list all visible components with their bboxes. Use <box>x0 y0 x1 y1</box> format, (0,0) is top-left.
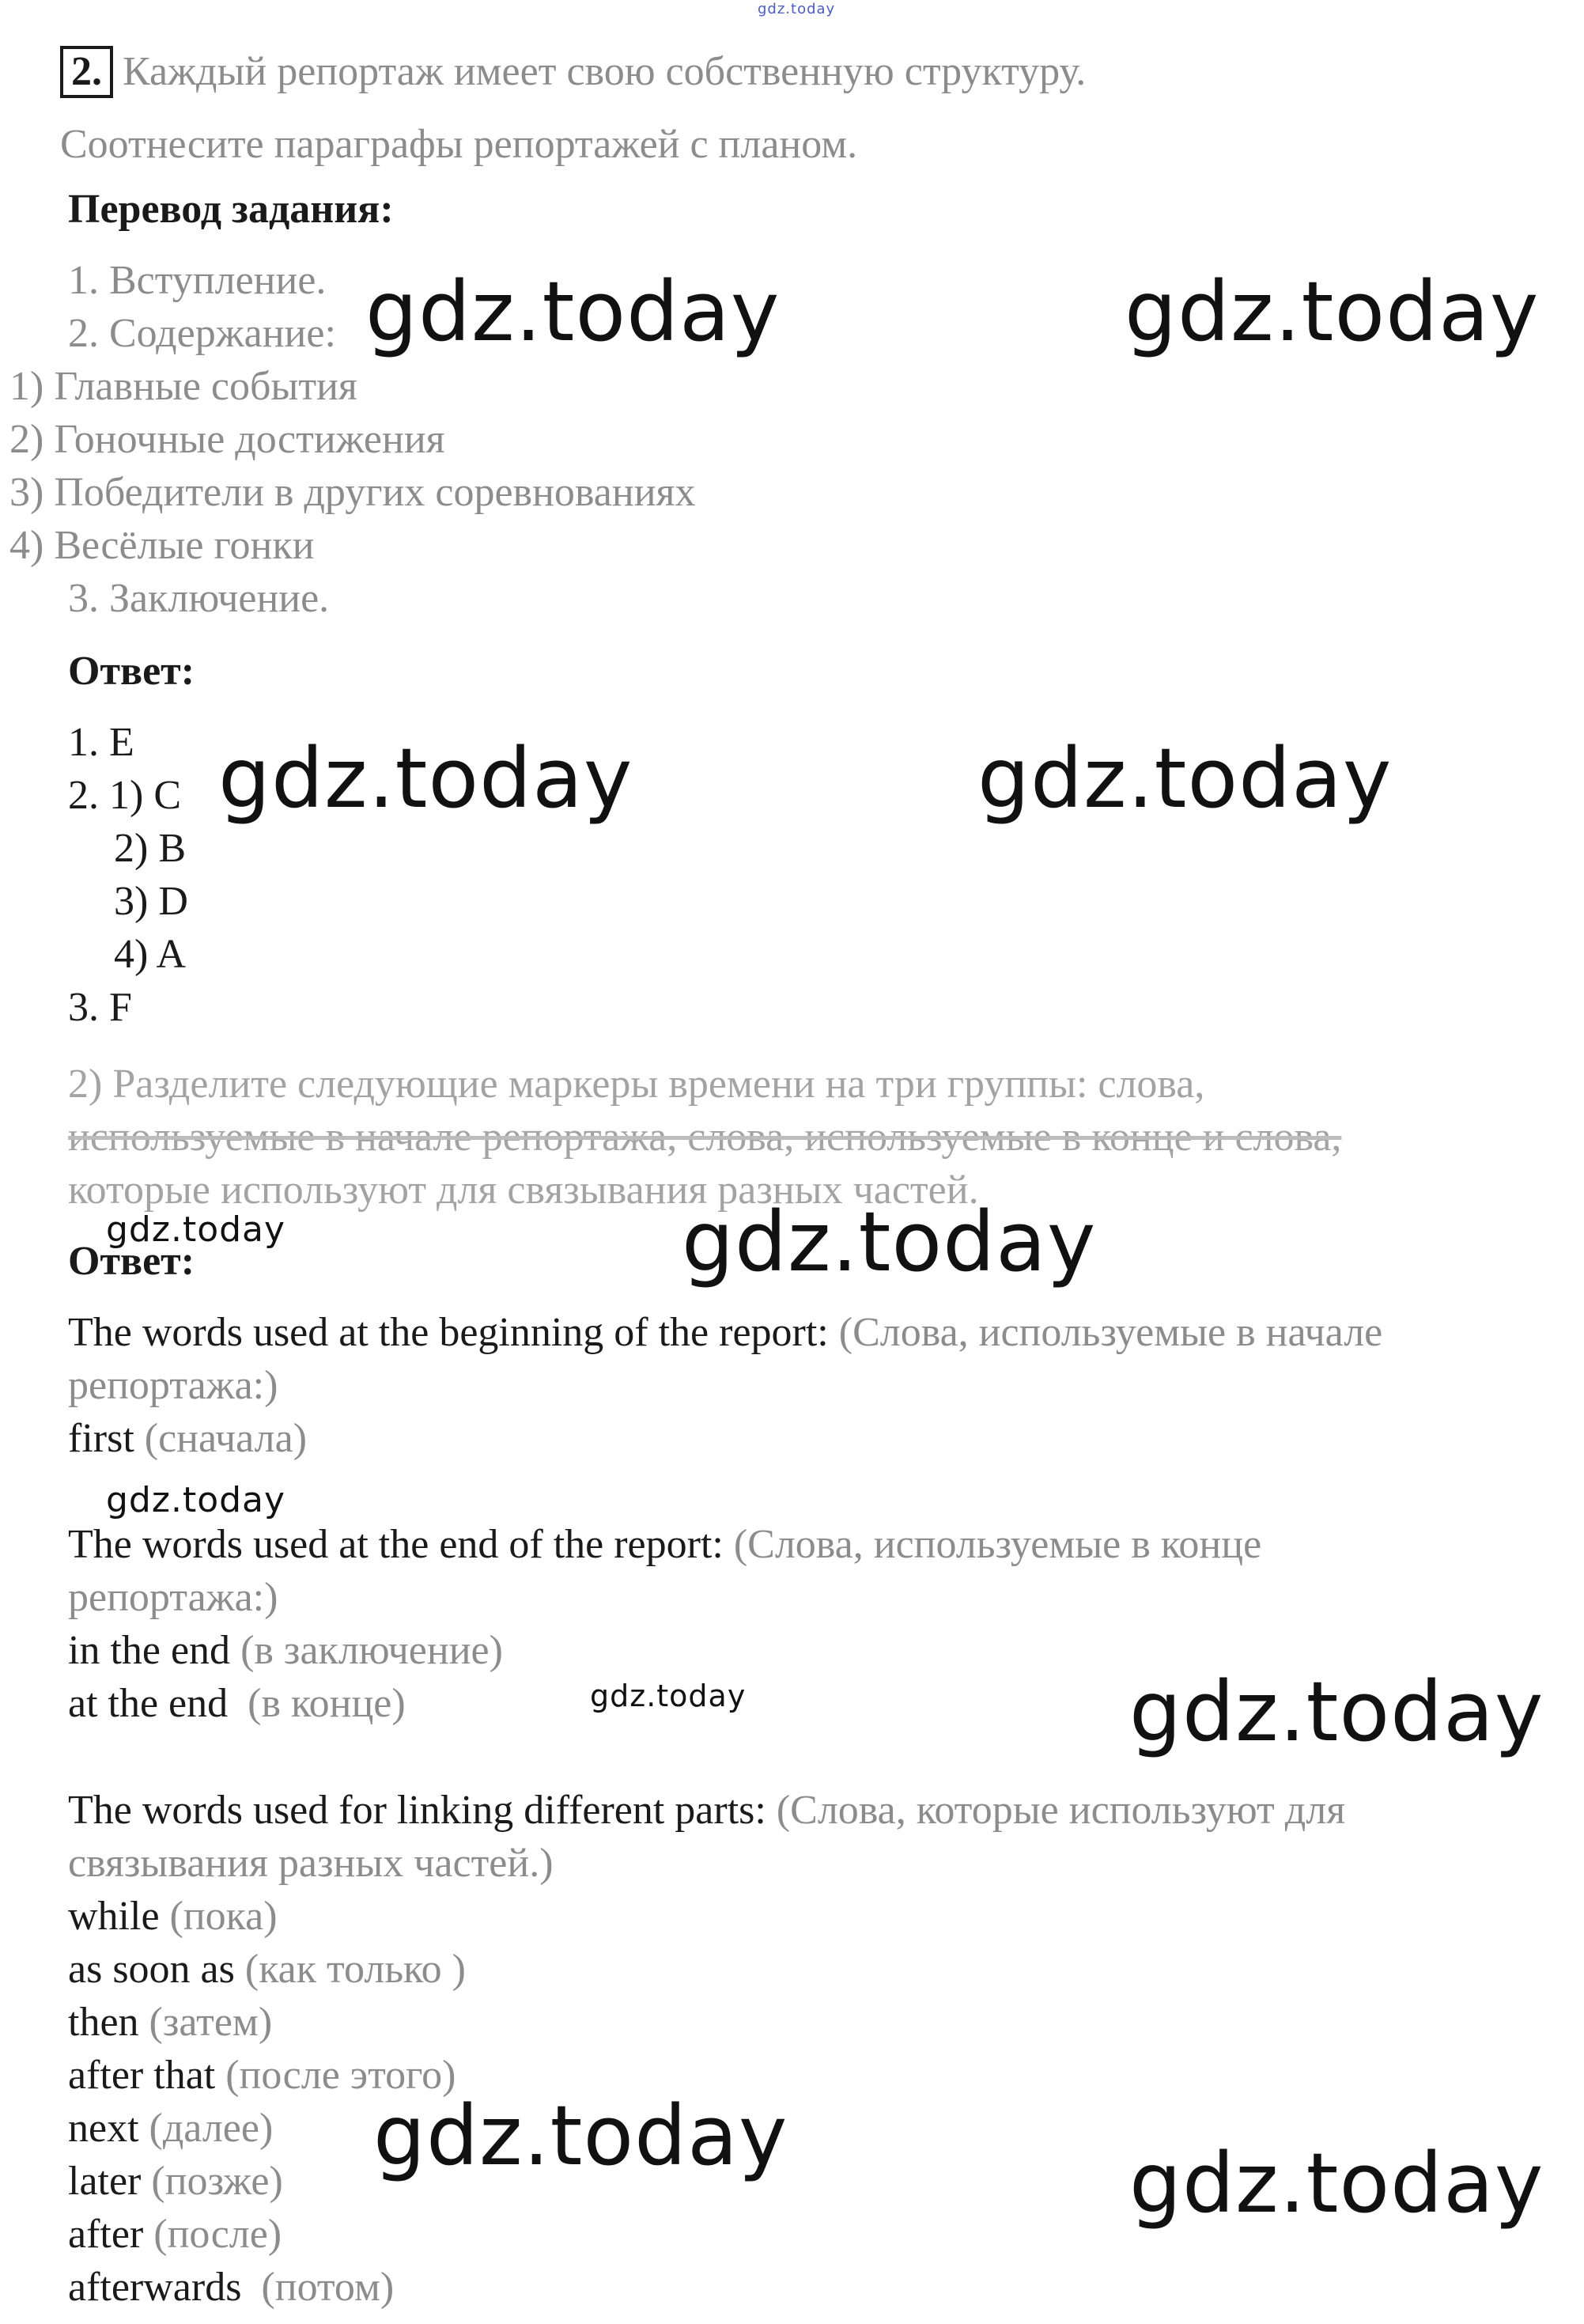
task-line-1 <box>60 46 1086 98</box>
answer1-line-4: 3) D <box>114 879 188 924</box>
plan-item-2: 2. Содержание: <box>68 311 336 356</box>
group3-item-2-en: as soon as <box>68 1947 235 1992</box>
group2-title <box>68 1519 1261 1571</box>
group3-item-8 <box>68 2262 394 2314</box>
group3-item-6 <box>68 2156 283 2208</box>
answer1-heading: Ответ: <box>68 649 195 694</box>
group3-title <box>68 1785 1345 1837</box>
group1-item-1-ru: (сначала) <box>144 1416 308 1461</box>
group3-item-1-ru: (пока) <box>169 1894 278 1939</box>
group1-title <box>68 1307 1382 1359</box>
task2-line-3: которые используют для связывания разных частей. <box>68 1168 979 1213</box>
group2-item-1-ru: (в заключение) <box>240 1628 503 1673</box>
group2-title-ru-2: репортажа:) <box>68 1575 278 1620</box>
group2-item-1 <box>68 1625 503 1677</box>
plan-item-5: 3) Победители в других соревнованиях <box>9 470 696 515</box>
watermark-big-7: gdz.today <box>373 2087 788 2184</box>
watermark-small-1: gdz.today <box>106 1209 286 1250</box>
group3-item-3 <box>68 1997 272 2049</box>
watermark-big-4: gdz.today <box>977 730 1393 827</box>
group3-item-5-ru: (далее) <box>149 2106 274 2151</box>
plan-item-3: 1) Главные события <box>9 364 357 409</box>
group1-item-1-en: first <box>68 1416 134 1461</box>
group2-item-1-en: in the end <box>68 1628 231 1673</box>
group3-title-ru-2: связывания разных частей.) <box>68 1841 554 1886</box>
group3-item-2 <box>68 1944 466 1996</box>
group1-title-en: The words used at the beginning of the report: <box>68 1310 829 1355</box>
watermark-big-3: gdz.today <box>218 730 633 827</box>
group3-item-7-ru: (после) <box>153 2212 282 2257</box>
group3-item-6-en: later <box>68 2159 142 2204</box>
watermark-top: gdz.today <box>758 1 836 17</box>
group3-item-8-ru: (потом) <box>261 2265 395 2310</box>
plan-item-7: 3. Заключение. <box>68 576 330 621</box>
group2-item-2-en: at the end <box>68 1681 229 1726</box>
plan-item-4: 2) Гоночные достижения <box>9 417 445 462</box>
watermark-big-5: gdz.today <box>682 1194 1097 1290</box>
answer1-line-3: 2) B <box>114 826 186 871</box>
group3-item-5-en: next <box>68 2106 139 2151</box>
task-text-1: Каждый репортаж имеет свою собственную структуру. <box>123 49 1087 94</box>
answer1-line-5: 4) A <box>114 932 186 977</box>
group3-item-7 <box>68 2209 282 2261</box>
group3-item-5 <box>68 2103 273 2155</box>
group3-item-7-en: after <box>68 2212 144 2257</box>
answer1-line-2: 2. 1) C <box>68 773 181 818</box>
watermark-big-1: gdz.today <box>365 263 781 360</box>
group3-item-1 <box>68 1891 278 1943</box>
task-text-2: Соотнесите параграфы репортажей с планом. <box>60 122 858 167</box>
watermark-small-2: gdz.today <box>106 1480 286 1520</box>
group3-title-ru-1: (Слова, которые используют для <box>776 1788 1346 1833</box>
plan-item-1: 1. Вступление. <box>68 258 327 303</box>
group2-title-en: The words used at the end of the report: <box>68 1522 724 1567</box>
group3-item-1-en: while <box>68 1894 160 1939</box>
watermark-big-8: gdz.today <box>1129 2135 1544 2231</box>
group2-item-2-ru: (в конце) <box>248 1681 406 1726</box>
group1-title-ru-1: (Слова, используемые в начале <box>838 1310 1383 1355</box>
group3-item-3-ru: (затем) <box>149 2000 273 2045</box>
task2-line-1: 2) Разделите следующие маркеры времени на три группы: слова, <box>68 1062 1205 1107</box>
group2-item-2 <box>68 1678 406 1730</box>
answer1-line-1: 1. E <box>68 720 134 765</box>
answer1-line-6: 3. F <box>68 985 132 1030</box>
watermark-small-3: gdz.today <box>590 1679 747 1713</box>
group3-item-6-ru: (позже) <box>151 2159 283 2204</box>
group3-item-8-en: afterwards <box>68 2265 242 2310</box>
group3-item-4-en: after that <box>68 2053 216 2098</box>
group1-title-ru-2: репортажа:) <box>68 1363 278 1408</box>
group1-item-1 <box>68 1413 307 1465</box>
plan-item-6: 4) Весёлые гонки <box>9 523 315 568</box>
answer2-heading: Ответ: <box>68 1239 195 1284</box>
watermark-big-2: gdz.today <box>1125 263 1540 360</box>
group3-item-2-ru: (как только ) <box>244 1947 466 1992</box>
group3-item-4-ru: (после этого) <box>225 2053 456 2098</box>
group3-item-3-en: then <box>68 2000 139 2045</box>
translation-heading: Перевод задания: <box>68 187 394 232</box>
task2-line-2: используемые в начале репортажа, слова, используемые в конце и слова, <box>68 1115 1342 1160</box>
watermark-big-6: gdz.today <box>1129 1664 1544 1760</box>
group2-title-ru-1: (Слова, используемые в конце <box>733 1522 1262 1567</box>
task-number-box: 2. <box>60 46 113 98</box>
group3-title-en: The words used for linking different parts: <box>68 1788 766 1833</box>
